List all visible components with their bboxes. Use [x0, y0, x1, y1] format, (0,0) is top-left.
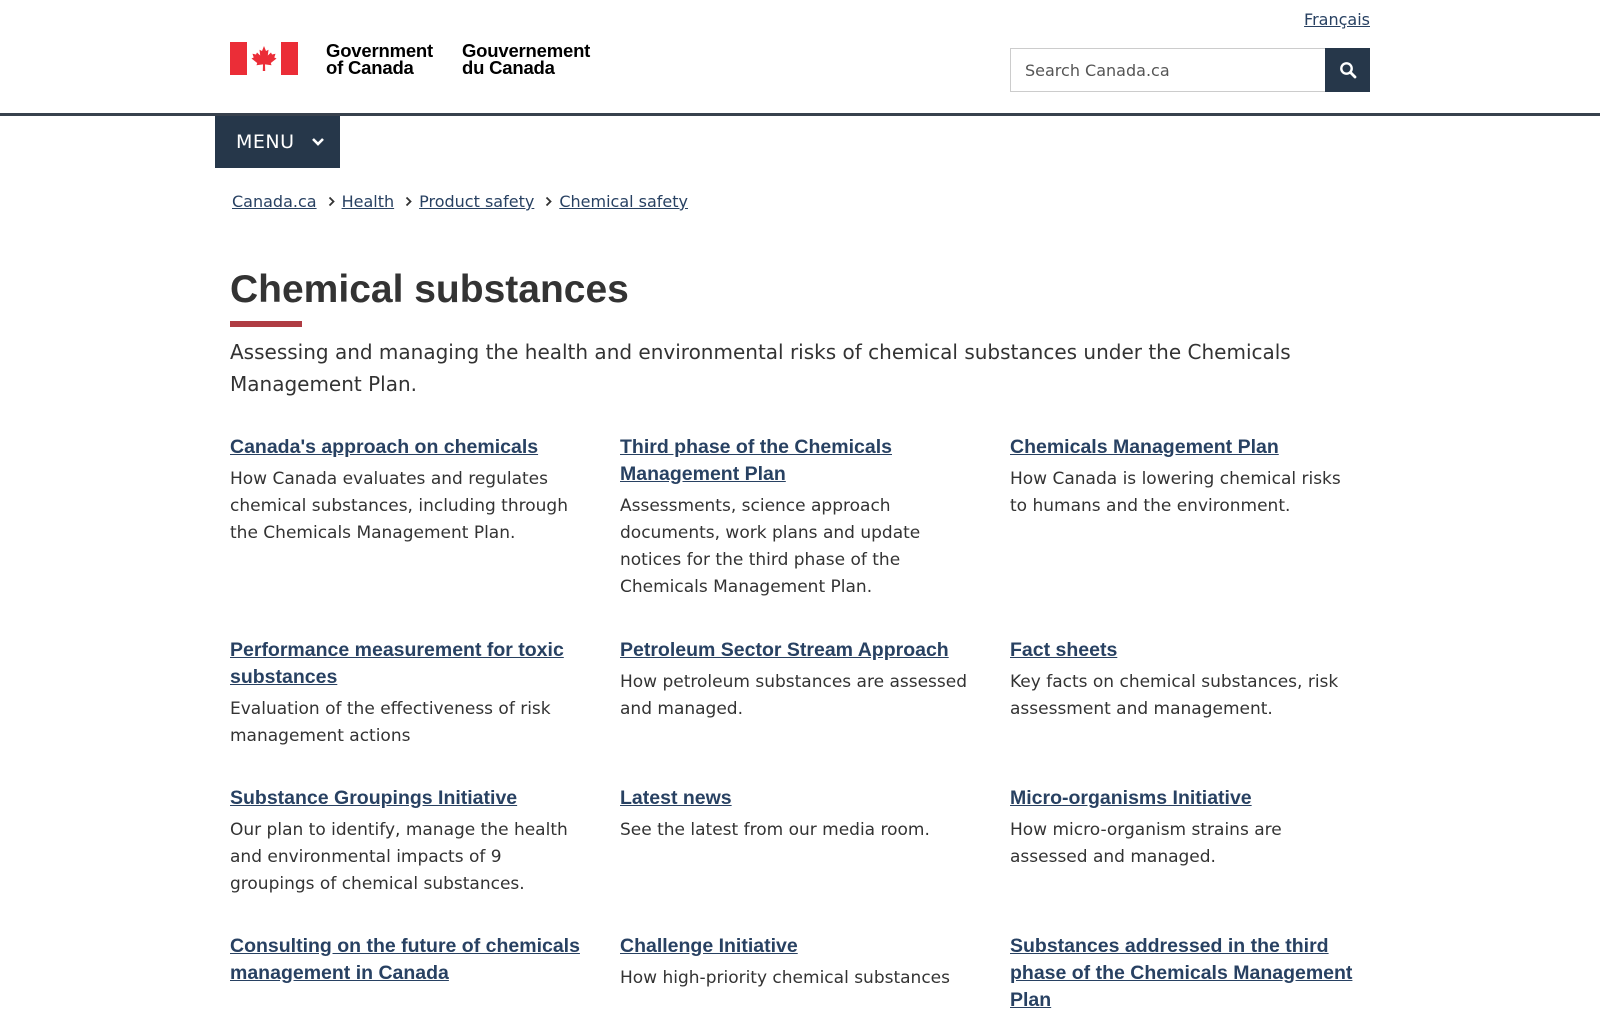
card-link[interactable]: Micro-organisms Initiative — [1010, 787, 1252, 809]
card-description: Key facts on chemical substances, risk assessment and management. — [1010, 672, 1339, 719]
breadcrumb-link-chemical-safety[interactable]: Chemical safety — [559, 192, 689, 211]
signature-english-text: Government of Canada — [326, 40, 433, 78]
site-search — [1010, 48, 1370, 92]
canada-flag-icon — [230, 42, 298, 75]
chevron-down-icon — [311, 137, 325, 147]
card-link[interactable]: Canada's approach on chemicals — [230, 436, 539, 458]
card-description: Assessments, science approach documents, work plans and update notices for the third phase of the Chemicals Management Plan. — [620, 496, 921, 597]
card-petroleum-sector — [620, 637, 970, 723]
card-description: How petroleum substances are assessed and managed. — [620, 672, 967, 719]
card-link[interactable]: Third phase of the Chemicals Management Plan — [620, 436, 892, 485]
breadcrumb-link-health[interactable]: Health — [341, 192, 395, 211]
card-substances-addressed — [1010, 933, 1360, 1019]
card-description: Evaluation of the effectiveness of risk management actions — [230, 699, 551, 746]
page-intro: Assessing and managing the health and environmental risks of chemical substances under the Chemicals Management Plan. — [230, 340, 1291, 396]
chevron-right-icon — [545, 196, 552, 207]
card-link[interactable]: Petroleum Sector Stream Approach — [620, 639, 949, 661]
card-description: See the latest from our media room. — [620, 820, 930, 840]
card-latest-news — [620, 785, 970, 844]
card-link[interactable]: Latest news — [620, 787, 732, 809]
card-description: How Canada evaluates and regulates chemical substances, including through the Chemicals Management Plan. — [230, 469, 568, 543]
title-underline — [230, 321, 302, 327]
card-description: How micro-organism strains are assessed and managed. — [1010, 820, 1282, 867]
menu-button[interactable] — [215, 116, 340, 168]
card-link[interactable]: Substances addressed in the third phase of the Chemicals Management Plan — [1010, 935, 1353, 1011]
card-description: Our plan to identify, manage the health and environmental impacts of 9 groupings of chemical substances. — [230, 820, 568, 894]
government-signature[interactable] — [230, 42, 590, 76]
card-substance-groupings — [230, 785, 580, 898]
signature-french-text: Gouvernement du Canada — [461, 40, 591, 78]
card-link[interactable]: Challenge Initiative — [620, 935, 798, 957]
card-micro-organisms — [1010, 785, 1360, 871]
breadcrumb-link-canada[interactable]: Canada.ca — [232, 192, 317, 211]
card-link[interactable]: Performance measurement for toxic substances — [230, 639, 564, 688]
card-link[interactable]: Chemicals Management Plan — [1010, 436, 1279, 458]
card-description: How Canada is lowering chemical risks to humans and the environment. — [1010, 469, 1341, 516]
card-canadas-approach — [230, 434, 580, 547]
card-fact-sheets — [1010, 637, 1360, 723]
card-consulting-future — [230, 933, 580, 992]
card-third-phase — [620, 434, 970, 601]
search-input[interactable] — [1010, 48, 1325, 92]
chevron-right-icon — [328, 196, 335, 207]
chevron-right-icon — [405, 196, 412, 207]
card-chemicals-management-plan — [1010, 434, 1360, 520]
menu-label: MENU — [236, 131, 295, 153]
card-link[interactable]: Consulting on the future of chemicals management in Canada — [230, 935, 580, 984]
page-title: Chemical substances — [230, 268, 629, 311]
search-icon — [1339, 61, 1357, 79]
card-performance-measurement — [230, 637, 580, 750]
card-link[interactable]: Substance Groupings Initiative — [230, 787, 518, 809]
card-description: How high-priority chemical substances — [620, 968, 950, 988]
breadcrumb — [232, 192, 688, 211]
card-challenge-initiative — [620, 933, 970, 992]
card-link[interactable]: Fact sheets — [1010, 639, 1118, 661]
language-toggle-link[interactable]: Français — [1304, 10, 1370, 29]
breadcrumb-link-product-safety[interactable]: Product safety — [419, 192, 535, 211]
search-button[interactable] — [1325, 48, 1370, 92]
